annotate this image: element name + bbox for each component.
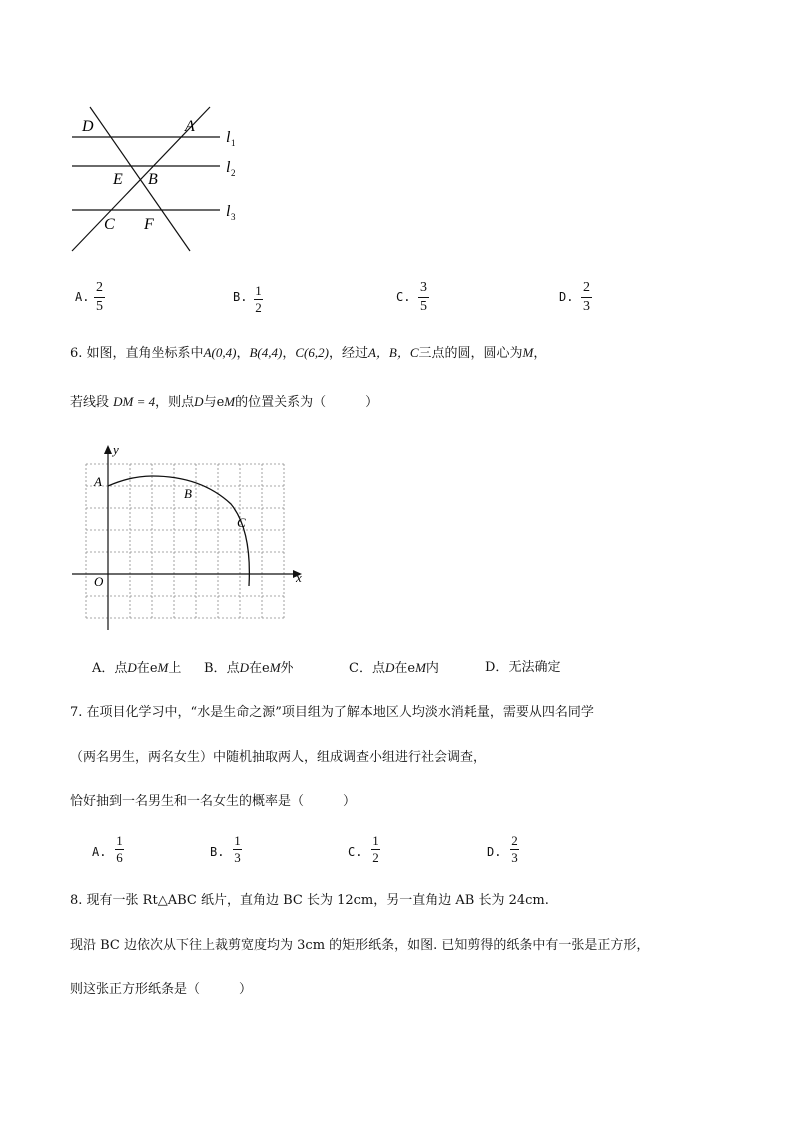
question-number: 7. [70, 705, 83, 720]
coord-a: (0,4) [211, 345, 237, 360]
line-sub-l2: 2 [231, 168, 236, 178]
point-c: C [295, 345, 305, 360]
coord-c: (6,2) [304, 345, 329, 360]
q5-option-a-fraction [94, 280, 105, 314]
q5-option-d-fraction [581, 280, 592, 314]
numerator: 2 [511, 833, 518, 848]
q7-option-c-letter: C. [348, 845, 363, 859]
q7-option-c-fraction [371, 834, 380, 864]
point-label-f: F [144, 216, 154, 233]
q6-text-part: ，经过 [328, 346, 368, 361]
center-m: M [157, 660, 169, 675]
option-text: 在 [394, 661, 408, 676]
point-label-d: D [82, 118, 94, 135]
line-sub-l3: 3 [231, 212, 236, 222]
option-letter: D． [485, 660, 509, 675]
option-text: 点 [371, 661, 385, 676]
q8-line1 [70, 893, 549, 909]
q6-text-part: 与 [203, 395, 217, 410]
option-text: 外 [280, 661, 294, 676]
origin-label: O [94, 574, 104, 589]
point-d: D [194, 394, 204, 409]
option-text: 在 [136, 661, 150, 676]
denominator: 5 [420, 299, 427, 314]
point-label-a: A [94, 474, 102, 489]
center-m: M [269, 660, 281, 675]
q7-option-b-fraction [233, 834, 242, 864]
circle-symbol: e [149, 661, 158, 676]
x-axis-label: x [296, 570, 302, 585]
option-text: 点 [114, 661, 128, 676]
points-abc: A，B，C [367, 345, 419, 360]
numerator: 2 [96, 280, 103, 295]
q6-option-a [92, 660, 181, 677]
numerator: 1 [116, 833, 123, 848]
q8-text: 现有一张 Rt△ABC 纸片，直角边 BC 长为 12cm，另一直角边 AB 长为 24cm. [86, 893, 549, 908]
q7-line3: 恰好抽到一名男生和一名女生的概率是（ ） [70, 794, 357, 809]
comma: ， [282, 346, 296, 361]
point-a: A [203, 345, 212, 360]
q5-option-b-fraction [254, 284, 263, 314]
option-letter: B． [204, 661, 227, 676]
option-text: 在 [248, 661, 262, 676]
q6-line1 [70, 345, 546, 362]
denominator: 2 [372, 850, 379, 865]
y-axis-label: y [113, 442, 119, 457]
q6-option-c [349, 660, 439, 677]
circle-symbol: e [261, 661, 270, 676]
q6-text-part: 三点的圆，圆心为 [418, 346, 523, 361]
q5-option-a-letter: A. [75, 290, 90, 304]
q6-option-b [204, 660, 294, 677]
denominator: 5 [96, 299, 103, 314]
point-label-c: C [104, 216, 115, 233]
numerator: 3 [420, 280, 427, 295]
q6-text-part: ，则点 [155, 395, 195, 410]
point-d: D [127, 660, 137, 675]
line-label-l1: l [226, 129, 231, 146]
line-label-l3: l [226, 203, 231, 220]
q6-text-part: 如图，直角坐标系中 [86, 346, 204, 361]
q5-option-b-letter: B. [233, 290, 248, 304]
denominator: 3 [234, 850, 241, 865]
comma: ， [236, 346, 250, 361]
option-text: 无法确定 [508, 660, 561, 675]
denominator: 6 [116, 850, 123, 865]
point-label-b: B [148, 171, 158, 188]
point-label-e: E [113, 171, 123, 188]
q7-option-a-fraction [115, 834, 124, 864]
point-label-a: A [185, 118, 195, 135]
denominator: 2 [255, 300, 262, 315]
line-label-l2: l [226, 159, 231, 176]
point-d: D [384, 660, 395, 675]
q8-line2: 现沿 BC 边依次从下往上裁剪宽度均为 3cm 的矩形纸条，如图. 已知剪得的纸条中有一张是正方形， [70, 938, 650, 953]
q7-text: 在项目化学习中，“水是生命之源”项目组为了解本地区人均淡水消耗量，需要从四名同学 [86, 705, 594, 720]
point-d: D [239, 660, 249, 675]
point-label-c: C [237, 515, 246, 530]
parallel-lines-figure [60, 100, 260, 260]
question-number: 8. [70, 893, 83, 908]
q7-option-a-letter: A. [92, 845, 107, 859]
q7-option-b-letter: B. [210, 845, 225, 859]
q7-option-d-letter: D. [487, 845, 502, 859]
expression-dm: DM = 4 [113, 394, 156, 409]
numerator: 2 [583, 280, 590, 295]
q7-option-d-fraction [510, 834, 519, 864]
center-m: M [224, 394, 236, 409]
q5-option-c-letter: C. [396, 290, 411, 304]
circle-symbol: e [216, 395, 225, 410]
q6-text-part: 的位置关系为（ ） [235, 395, 379, 410]
numerator: 1 [255, 283, 262, 298]
question-number: 6. [70, 346, 83, 361]
denominator: 3 [583, 299, 590, 314]
option-text: 点 [226, 661, 240, 676]
option-text: 上 [168, 661, 182, 676]
circle-symbol: e [407, 661, 416, 676]
center-m: M [415, 660, 426, 675]
q7-line2: （两名男生，两名女生）中随机抽取两人，组成调查小组进行社会调查， [70, 750, 487, 765]
point-b: B [249, 345, 258, 360]
y-axis-arrow [104, 445, 112, 454]
q6-line2 [70, 394, 378, 411]
option-letter: C． [349, 661, 372, 676]
comma: ， [533, 346, 547, 361]
center-m: M [522, 345, 534, 360]
q8-line3: 则这张正方形纸条是（ ） [70, 982, 253, 997]
numerator: 1 [234, 833, 241, 848]
q5-option-c-fraction [418, 280, 429, 314]
point-label-b: B [184, 486, 192, 501]
circle-arc [108, 476, 249, 586]
option-text: 内 [425, 661, 439, 676]
option-letter: A． [92, 661, 115, 676]
q7-line1 [70, 705, 594, 721]
coordinate-graph [66, 440, 316, 635]
q6-option-d [485, 660, 560, 676]
numerator: 1 [372, 833, 379, 848]
denominator: 3 [511, 850, 518, 865]
q5-option-d-letter: D. [559, 290, 574, 304]
q6-text-part: 若线段 [70, 395, 110, 410]
coord-b: (4,4) [257, 345, 283, 360]
line-sub-l1: 1 [231, 138, 236, 148]
